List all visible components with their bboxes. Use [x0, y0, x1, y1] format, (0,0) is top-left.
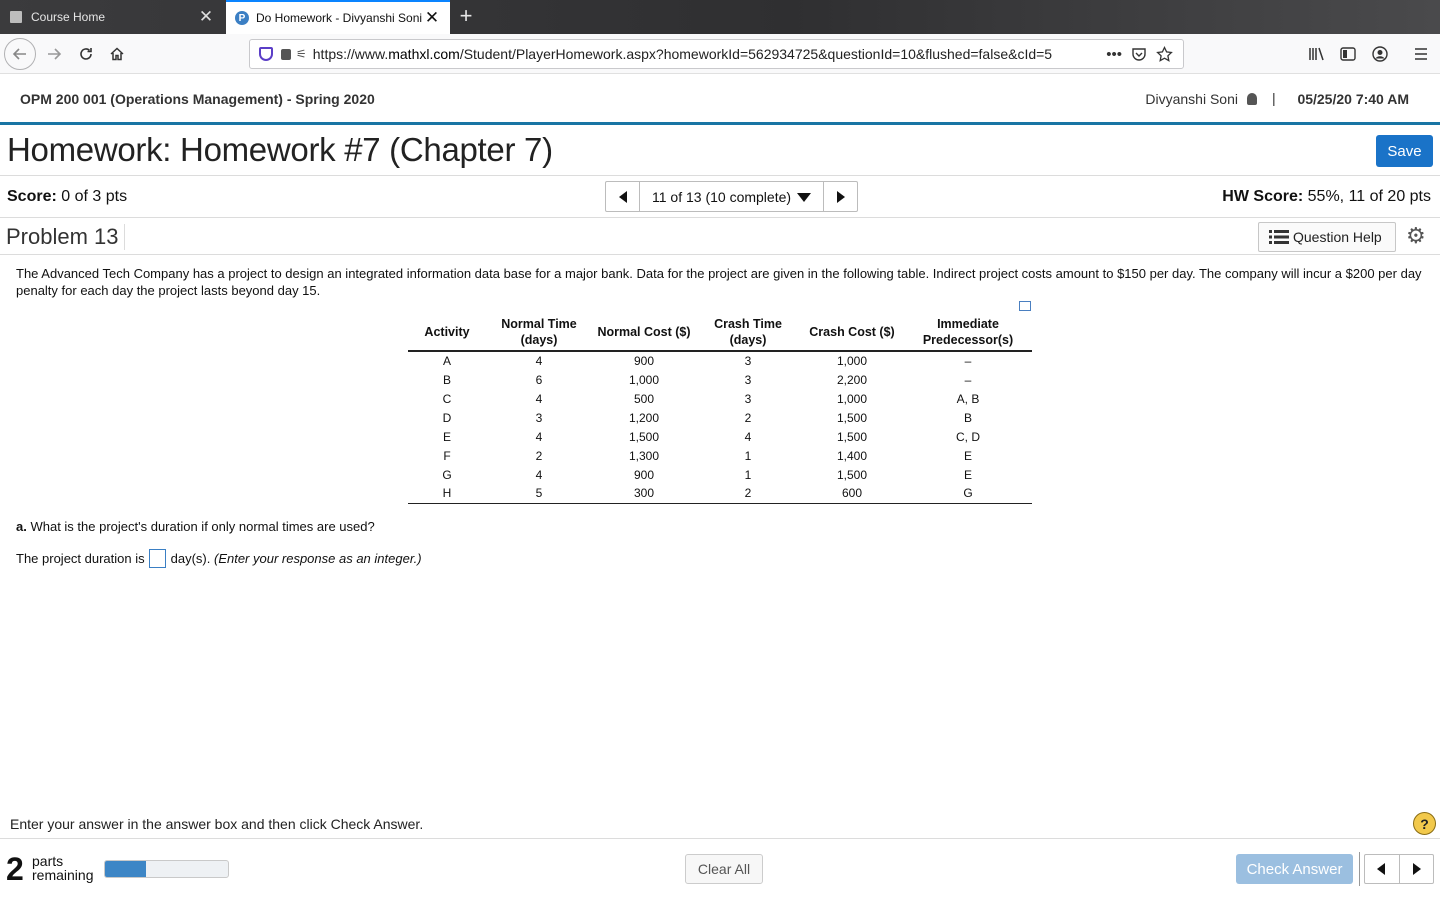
question-text: The Advanced Tech Company has a project to design an integrated information data base for a major bank. Data for the project are given in the following table. Indirect project costs amount to $150 per day. The company will incur a $200 per day penalty for each day the project lasts beyond day 15.: [16, 266, 1422, 298]
table-cell: 4: [535, 391, 543, 406]
tracking-shield-icon[interactable]: [259, 47, 273, 61]
answer-suffix: day(s).: [170, 551, 211, 566]
home-button[interactable]: [101, 38, 133, 70]
previous-question-button[interactable]: [606, 182, 640, 211]
tab-do-homework[interactable]: [226, 0, 450, 34]
table-cell: C, D: [956, 429, 980, 444]
table-cell: A, B: [956, 391, 980, 406]
table-cell: 1,000: [836, 354, 868, 368]
column-header: Crash Time (days): [696, 315, 800, 351]
column-header: Normal Time (days): [486, 315, 592, 351]
table-row: [408, 484, 1032, 503]
list-icon: [1269, 230, 1289, 244]
column-header: Normal Cost ($): [592, 315, 696, 351]
table-cell: E: [963, 448, 972, 463]
hw-score: HW Score: 55%, 11 of 20 pts: [1222, 188, 1431, 205]
tab-title: Course Home: [31, 10, 106, 24]
instruction-text: Enter your answer in the answer box and then click Check Answer.: [10, 816, 424, 832]
parts-remaining-count: 2: [6, 851, 24, 887]
close-icon[interactable]: ✕: [424, 8, 440, 27]
score-row: [0, 175, 1440, 218]
table-cell: 2: [696, 484, 800, 503]
triangle-right-icon: [1412, 863, 1421, 875]
table-cell: –: [964, 354, 972, 368]
footer: [0, 840, 1440, 900]
pocket-icon[interactable]: [1131, 46, 1147, 62]
table-row: [408, 370, 1032, 389]
back-button[interactable]: [4, 38, 36, 70]
table-cell: G: [904, 484, 1032, 503]
expand-table-icon[interactable]: [1019, 301, 1031, 311]
question-pager: [605, 181, 858, 212]
page-actions-icon[interactable]: •••: [1106, 45, 1122, 63]
table-cell: F: [443, 448, 451, 463]
next-button[interactable]: [1400, 855, 1434, 883]
previous-button[interactable]: [1365, 855, 1400, 883]
answer-input[interactable]: [149, 549, 166, 568]
triangle-down-icon: [797, 192, 811, 202]
table-cell: 3: [535, 410, 543, 425]
table-cell: B: [442, 372, 451, 387]
table-header-row: [408, 315, 1032, 351]
table-cell: 4: [535, 467, 543, 482]
new-tab-button[interactable]: +: [459, 3, 473, 28]
browser-tab-strip: [0, 0, 1440, 34]
table-cell: 4: [535, 354, 543, 368]
table-cell: 600: [800, 484, 904, 503]
table-cell: 500: [633, 391, 655, 406]
course-name: OPM 200 001 (Operations Management) - Spring 2020: [20, 91, 375, 107]
column-header: Immediate Predecessor(s): [904, 315, 1032, 351]
table-cell: 2: [535, 448, 543, 463]
table-cell: 1,200: [628, 410, 660, 425]
part-a-question: a. What is the project's duration if only normal times are used?: [16, 519, 375, 534]
question-select[interactable]: 11 of 13 (10 complete): [640, 182, 823, 211]
table-cell: –: [964, 372, 972, 387]
table-cell: 1: [744, 467, 752, 482]
url-bar[interactable]: [249, 39, 1184, 69]
table-cell: 900: [633, 467, 655, 482]
help-icon[interactable]: ?: [1413, 812, 1436, 835]
header-separator: |: [1272, 90, 1276, 106]
course-header: [0, 74, 1440, 125]
page-title: Homework: Homework #7 (Chapter 7): [7, 131, 553, 168]
table-row: [408, 427, 1032, 446]
table-cell: 2,200: [836, 372, 868, 387]
user-name[interactable]: Divyanshi Soni: [1145, 91, 1238, 107]
progress-fill: [105, 861, 146, 877]
table-cell: 1,400: [836, 448, 868, 463]
document-icon: [10, 11, 22, 23]
question-nav-buttons: [1364, 854, 1434, 884]
table-row: [408, 351, 1032, 370]
table-cell: E: [963, 467, 972, 482]
next-question-button[interactable]: [823, 182, 857, 211]
answer-hint: (Enter your response as an integer.): [213, 551, 422, 566]
current-datetime: 05/25/20 7:40 AM: [1297, 91, 1409, 107]
clear-all-button[interactable]: Clear All: [685, 854, 763, 884]
gear-icon[interactable]: ⚙: [1406, 223, 1426, 248]
table-cell: 6: [535, 372, 543, 387]
save-button[interactable]: Save: [1376, 135, 1433, 167]
triangle-left-icon: [1377, 863, 1386, 875]
table-cell: 1,000: [628, 372, 660, 387]
forward-button[interactable]: [38, 38, 70, 70]
check-answer-button[interactable]: Check Answer: [1236, 854, 1353, 884]
problem-title: Problem 13: [6, 224, 125, 250]
parts-progress-bar: [104, 860, 229, 878]
table-cell: C: [442, 391, 452, 406]
browser-toolbar: [0, 34, 1440, 74]
tab-title: Do Homework - Divyanshi Soni: [256, 11, 422, 25]
table-cell: 1,500: [836, 429, 868, 444]
triangle-right-icon: [836, 191, 846, 203]
table-cell: 5: [486, 484, 592, 503]
permissions-icon[interactable]: ⚟: [296, 47, 307, 61]
lock-icon[interactable]: [281, 49, 291, 60]
table-cell: 1,500: [836, 467, 868, 482]
column-header: Crash Cost ($): [800, 315, 904, 351]
score: Score: 0 of 3 pts: [7, 188, 128, 205]
reload-button[interactable]: [70, 38, 102, 70]
question-help-button[interactable]: Question Help: [1258, 222, 1396, 252]
table-cell: H: [408, 484, 486, 503]
answer-line: [16, 549, 422, 568]
tab-course-home[interactable]: [0, 0, 224, 34]
hamburger-menu-icon[interactable]: [1410, 38, 1432, 70]
library-icon[interactable]: [1306, 38, 1328, 70]
arrow-left-icon: [12, 46, 28, 62]
table-cell: 4: [744, 429, 752, 444]
table-cell: 1,500: [628, 429, 660, 444]
table-cell: B: [963, 410, 972, 425]
table-cell: E: [442, 429, 451, 444]
table-row: [408, 465, 1032, 484]
table-cell: 2: [744, 410, 752, 425]
table-cell: 1: [744, 448, 752, 463]
user-info[interactable]: [1145, 91, 1257, 107]
table-cell: D: [442, 410, 452, 425]
reload-icon: [78, 46, 94, 62]
table-cell: 1,500: [836, 410, 868, 425]
sidebar-icon[interactable]: [1337, 38, 1359, 70]
table-cell: 900: [633, 354, 655, 368]
url-text[interactable]: https://www.mathxl.com/Student/PlayerHomework.aspx?homeworkId=562934725&questionId=10&flushed=false&cId=5: [312, 46, 1053, 62]
table-cell: 4: [535, 429, 543, 444]
problem-row: [0, 218, 1440, 255]
table-cell: 1,000: [836, 391, 868, 406]
account-icon[interactable]: [1369, 38, 1391, 70]
project-data-table: [408, 315, 1032, 504]
table-row: [408, 389, 1032, 408]
table-cell: 3: [744, 391, 752, 406]
table-cell: 3: [744, 354, 752, 368]
table-row: [408, 446, 1032, 465]
table-row: [408, 408, 1032, 427]
arrow-right-icon: [46, 46, 62, 62]
pearson-icon: P: [235, 11, 249, 25]
home-icon: [109, 46, 125, 62]
table-cell: A: [442, 354, 451, 368]
column-header: Activity: [408, 315, 486, 351]
instruction-bar: [0, 812, 1440, 839]
close-icon[interactable]: ✕: [198, 7, 214, 26]
table-cell: 1,300: [628, 448, 660, 463]
triangle-left-icon: [618, 191, 628, 203]
parts-remaining-label: parts remaining: [32, 853, 94, 883]
user-icon: [1247, 93, 1257, 105]
table-cell: G: [442, 467, 452, 482]
table-cell: 300: [592, 484, 696, 503]
table-cell: 3: [744, 372, 752, 387]
answer-prefix: The project duration is: [16, 551, 145, 566]
divider: [1359, 852, 1360, 886]
star-icon[interactable]: [1156, 46, 1173, 63]
